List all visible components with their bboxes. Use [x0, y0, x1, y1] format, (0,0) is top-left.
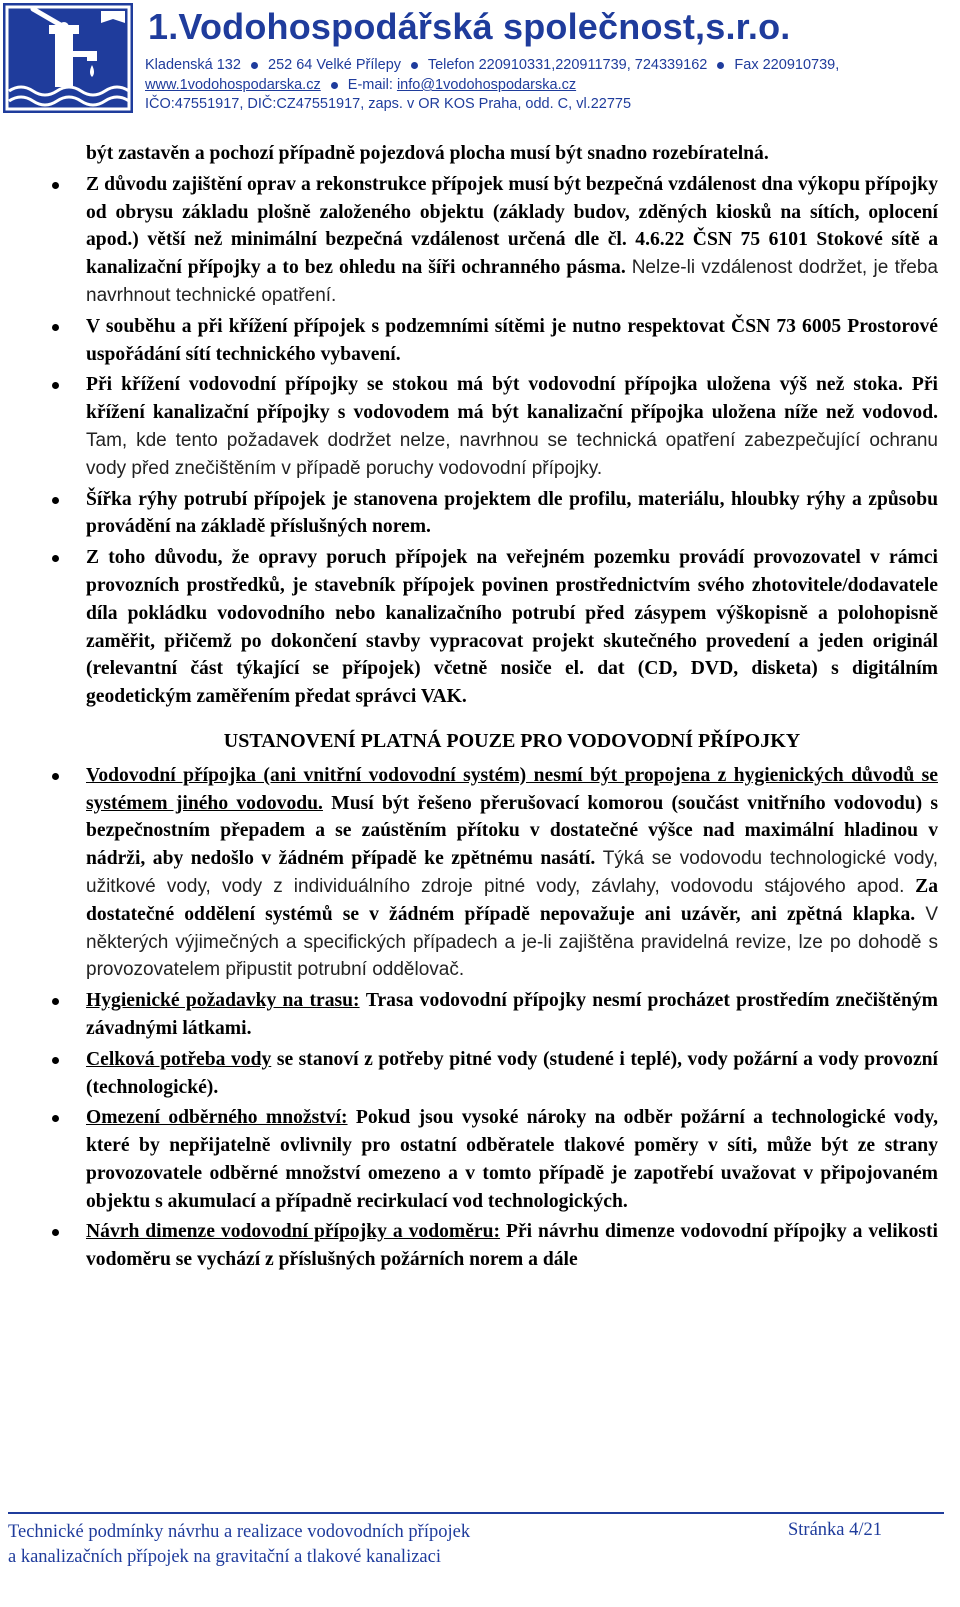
- list-item: [86, 171, 938, 310]
- list-item-bold: Pokud jsou vysoké nároky na odběr požární a technologické vody, které by nepřijatelně ovlivnily pro ostatní odběratele tlakové poměry v síti, může být ze strany provozovatele odběrné množství omezeno a v tomto případě je zapotřebí uvažovat v připojovaném objektu s akumulací a případně recirkulací vod technologických.: [86, 1107, 938, 1212]
- list-item: [86, 313, 938, 369]
- section-heading: USTANOVENÍ PLATNÁ POUZE PRO VODOVODNÍ PŘÍPOJKY: [223, 729, 801, 752]
- list-item: [86, 371, 938, 482]
- water-pump-logo-icon: [3, 3, 133, 113]
- list-item: [86, 1218, 938, 1274]
- list-item-underlined: Vodovodní přípojka (ani vnitřní vodovodní systém) nesmí být propojena z hygienických důvodů se systémem jiného vodovodu.: [86, 764, 938, 814]
- list-item-bold: Při křížení vodovodní přípojky se stokou má být vodovodní přípojka uložena výš než stoka. Při křížení kanalizační přípojky s vodovodem má být kanalizační přípojka uložena níže než vodovod.: [86, 374, 938, 424]
- list-item: [86, 486, 938, 542]
- page-number: Stránka 4/21: [788, 1520, 883, 1540]
- list-item-bold: Z důvodu zajištění oprav a rekonstrukce přípojek musí být bezpečná vzdálenost dna výkopu přípojky od obrysu základu plošně založeného objektu (základy budov, zděných kiosků na sítích, oplocení apod.) větší než minimální bezpečná vzdálenost určená dle čl. 4.6.22 ČSN 75 6101 Stokové sítě a kanalizační přípojky a to bez ohledu na šíři ochranného pásma.: [86, 173, 938, 279]
- list-item-text: V některých výjimečných a specifických případech a je-li zajištěna pravidelná revize, lze po dohodě s provozovatelem připustit potrubní oddělovač.: [86, 903, 938, 981]
- list-item-underlined: Hygienické požadavky na trasu:: [86, 990, 360, 1012]
- list-item-bold: V souběhu a při křížení přípojek s podzemními sítěmi je nutno respektovat ČSN 73 6005 Prostorové uspořádání sítí technického vybavení.: [86, 315, 938, 365]
- contact-line: [145, 57, 839, 73]
- bullet-list-general: [86, 171, 938, 711]
- document-body: [86, 140, 938, 1277]
- bullet-dot-icon: [251, 62, 258, 69]
- email-link[interactable]: info@1vodohospodarska.cz: [396, 77, 577, 93]
- list-item: [86, 1104, 938, 1215]
- list-item-underlined: Celková potřeba vody: [86, 1048, 272, 1070]
- footer-title-line: a kanalizačních přípojek na gravitační a tlakové kanalizaci: [8, 1547, 441, 1567]
- list-item-underlined: Návrh dimenze vodovodní přípojky a vodoměru:: [86, 1221, 501, 1243]
- list-item: [86, 987, 938, 1043]
- list-item-bold: Z toho důvodu, že opravy poruch přípojek na veřejném pozemku provádí provozovatel v rámci provozních prostředků, je stavebník přípojek povinen prostřednictvím svého zhotovitele/dodavatele díla pokládku vodovodního nebo kanalizačního potrubí před zásypem výškopisně a polohopisně zaměřit, přičemž po dokončení stavby vypracovat projekt skutečného provedení a jeden originál (relevantní část týkající se přípojek) včetně nosiče el. dat (CD, DVD, disketa) s digitálním geodetickým zaměřením předat správci VAK.: [86, 547, 938, 708]
- list-item-bold: Za dostatečné oddělení systémů se v žádném případě nepovažuje ani uzávěr, ani zpětná klapka.: [86, 875, 938, 925]
- web-line: [145, 77, 576, 93]
- bullet-dot-icon: [411, 62, 418, 69]
- footer-divider: [8, 1512, 944, 1514]
- company-name: 1.Vodohospodářská společnost,s.r.o.: [148, 6, 791, 47]
- list-item: [86, 762, 938, 984]
- fax: Fax 220910739,: [734, 57, 840, 73]
- registration-line: IČO:47551917, DIČ:CZ47551917, zaps. v OR KOS Praha, odd. C, vl.22775: [145, 96, 632, 112]
- list-item-bold: Při návrhu dimenze vodovodní přípojky a velikosti vodoměru se vychází z příslušných požárních norem a dále: [86, 1221, 938, 1271]
- list-item-text: Týká se vodovodu technologické vody, užitkové vody, vody z individuálního zdroje pitné vody, závlahy, vodovodu stájového apod.: [86, 848, 938, 897]
- list-item-bold: Šířka rýhy potrubí přípojek je stanovena projektem dle profilu, materiálu, hloubky rýhy a způsobu provádění na základě příslušných norem.: [86, 488, 938, 538]
- list-item: [86, 1046, 938, 1102]
- footer-title-line: Technické podmínky návrhu a realizace vodovodních přípojek: [8, 1522, 471, 1542]
- city: 252 64 Velké Přílepy: [268, 57, 402, 73]
- bullet-dot-icon: [331, 82, 338, 89]
- email-label: E-mail:: [347, 77, 393, 93]
- letterhead: [0, 0, 960, 115]
- list-item-bold: se stanoví z potřeby pitné vody (studené i teplé), vody požární a vody provozní (technologické).: [86, 1048, 938, 1098]
- footer-title: [8, 1520, 470, 1570]
- bullet-list-water: [86, 762, 938, 1274]
- phone: Telefon 220910331,220911739, 724339162: [427, 57, 708, 73]
- address: Kladenská 132: [145, 57, 241, 73]
- list-item-underlined: Omezení odběrného množství:: [86, 1107, 348, 1129]
- website-link[interactable]: www.1vodohospodarska.cz: [145, 77, 321, 93]
- list-item: [86, 544, 938, 711]
- intro-paragraph: být zastavěn a pochozí případně pojezdová plocha musí být snadno rozebíratelná.: [86, 143, 769, 164]
- list-item-text: Nelze-li vzdálenost dodržet, je třeba navrhnout technické opatření.: [86, 257, 938, 306]
- list-item-text: Tam, kde tento požadavek dodržet nelze, navrhnou se technická opatření zabezpečující ochranu vody před znečištěním v případě poruchy vodovodní přípojky.: [86, 429, 938, 479]
- list-item-bold: Musí být řešeno přerušovací komorou (součást vnitřního vodovodu) s bezpečnostním přepadem a se zaústěním přítoku v dostatečné výšce nad maximální hladinou v nádrži, aby nedošlo v žádném případě ke zpětnému nasátí.: [86, 792, 938, 870]
- list-item-bold: Trasa vodovodní přípojky nesmí procházet prostředím znečištěným závadnými látkami.: [86, 990, 938, 1039]
- bullet-dot-icon: [717, 62, 724, 69]
